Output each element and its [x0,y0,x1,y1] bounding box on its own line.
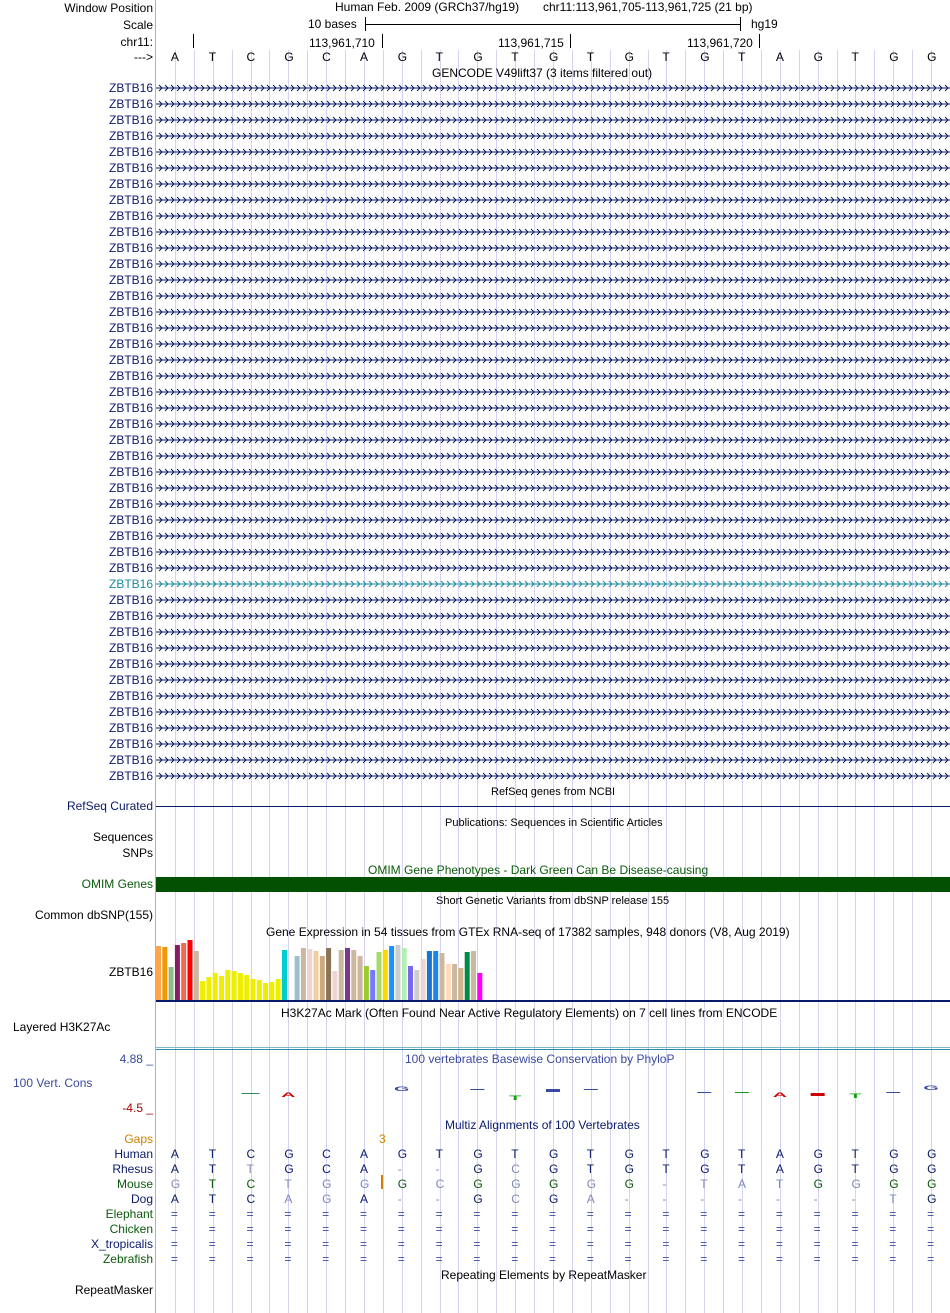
alignment-base: - [775,1192,780,1206]
phylop-ymin-label: -4.5 _ [122,1101,153,1115]
gtex-track-title: Gene Expression in 54 tissues from GTEx RNA-seq of 17382 samples, 948 donors (V8, Aug 2019) [266,925,790,939]
alignment-base: = [927,1207,935,1221]
alignment-base: C [246,1177,256,1191]
alignment-base: A [170,1162,179,1176]
alignment-base: T [738,1162,746,1176]
alignment-base: = [170,1222,178,1236]
window-position-label: Window Position [64,1,153,15]
gencode-transcript-label[interactable]: ZBTB16 [108,177,153,191]
alignment-base: C [246,1147,256,1161]
alignment-base: = [813,1252,821,1266]
alignment-base: = [473,1207,481,1221]
alignment-base: = [359,1252,367,1266]
alignment-base: - [435,1192,440,1206]
gencode-transcript-label[interactable]: ZBTB16 [108,385,153,399]
alignment-base: = [435,1222,443,1236]
gencode-transcript-label[interactable]: ZBTB16 [108,273,153,287]
alignment-base: = [624,1237,632,1251]
alignment-base: G [586,1177,597,1191]
dbsnp-track-title: Short Genetic Variants from dbSNP release 155 [436,895,670,907]
alignment-base: G [549,1147,559,1161]
alignment-base: C [511,1162,520,1176]
alignment-base: C [246,1192,256,1206]
alignment-base: T [586,1147,595,1161]
alignment-base: G [170,1177,181,1191]
alignment-base: = [813,1237,821,1251]
alignment-base: G [813,1177,823,1191]
alignment-base: = [851,1237,859,1251]
gencode-transcript-label[interactable]: ZBTB16 [108,593,153,607]
gencode-transcript-label[interactable]: ZBTB16 [108,305,153,319]
species-label[interactable]: Chicken [109,1222,153,1236]
gencode-transcript-label[interactable]: ZBTB16 [108,721,153,735]
alignment-base: T [889,1192,897,1206]
gencode-transcript-label[interactable]: ZBTB16 [108,657,153,671]
alignment-base: = [322,1237,330,1251]
alignment-base: G [549,1177,559,1191]
base-letter: T [511,50,519,64]
alignment-base: = [775,1207,783,1221]
species-label[interactable]: Mouse [116,1177,153,1191]
repeatmasker-track-title: Repeating Elements by RepeatMasker [441,1268,647,1282]
alignment-base: = [208,1252,216,1266]
base-letter: T [662,50,670,64]
gencode-transcript-label[interactable]: ZBTB16 [108,81,153,95]
alignment-base: T [662,1147,670,1161]
alignment-base: C [322,1147,331,1161]
alignment-base: - [662,1192,667,1206]
alignment-base: G [927,1147,937,1161]
phylop-logo-mark [584,1089,598,1090]
gencode-transcript-label[interactable]: ZBTB16 [108,353,153,367]
alignment-base: = [738,1237,746,1251]
alignment-base: = [586,1252,594,1266]
species-label[interactable]: Human [114,1147,153,1161]
alignment-base: A [775,1162,784,1176]
alignment-base: = [284,1207,292,1221]
alignment-base: = [322,1207,330,1221]
strand-arrow-label: ---> [134,50,153,64]
phylop-logo-letter: T [509,1095,522,1102]
alignment-base: G [700,1147,710,1161]
alignment-base: = [662,1252,670,1266]
alignment-base: = [700,1222,708,1236]
alignment-base: G [473,1147,483,1161]
gencode-transcript-label[interactable]: ZBTB16 [108,129,153,143]
alignment-base: = [813,1222,821,1236]
gencode-transcript-label[interactable]: ZBTB16 [108,737,153,751]
phylop-logo-mark [697,1092,711,1093]
alignment-base: G [889,1162,899,1176]
alignment-base: T [775,1177,784,1191]
alignment-base: G [359,1177,370,1191]
alignment-base: G [813,1162,823,1176]
alignment-base: = [284,1252,292,1266]
alignment-base: T [700,1177,708,1191]
gencode-transcript-label[interactable]: ZBTB16 [108,433,153,447]
alignment-base: - [813,1192,818,1206]
phylop-ymax-label: 4.88 _ [119,1052,153,1066]
alignment-base: = [511,1207,519,1221]
alignment-base: C [511,1192,520,1206]
base-letter: A [359,50,368,64]
alignment-base: = [700,1207,708,1221]
alignment-base: = [549,1252,557,1266]
alignment-base: T [246,1162,254,1176]
scale-label: Scale [122,18,153,32]
alignment-base: = [170,1252,178,1266]
base-letter: A [775,50,784,64]
multiz-track-title: Multiz Alignments of 100 Vertebrates [445,1118,640,1132]
alignment-base: = [738,1252,746,1266]
gencode-transcript-label[interactable]: ZBTB16 [108,97,153,111]
base-letter: G [813,50,823,64]
omim-track-label[interactable]: OMIM Genes [81,877,153,891]
alignment-base: = [775,1252,783,1266]
alignment-base: G [322,1177,332,1191]
phylop-track-title: 100 vertebrates Basewise Conservation by PhyloP [405,1052,675,1066]
phylop-logo-mark [546,1089,560,1092]
phylop-logo-mark [735,1092,749,1093]
alignment-base: = [435,1237,443,1251]
alignment-base: A [170,1192,179,1206]
alignment-base: G [511,1177,521,1191]
gencode-transcript-label[interactable]: ZBTB16 [108,257,153,271]
alignment-base: A [738,1177,747,1191]
species-label[interactable]: Elephant [105,1207,153,1221]
alignment-base: = [662,1222,670,1236]
species-label[interactable]: Dog [130,1192,153,1206]
alignment-base: T [208,1192,217,1206]
alignment-base: = [775,1237,783,1251]
gap-marker [381,1175,383,1189]
alignment-base: A [284,1192,293,1206]
browser-track-area[interactable] [156,0,950,1313]
alignment-base: = [662,1237,670,1251]
alignment-base: = [170,1237,178,1251]
alignment-base: = [851,1207,859,1221]
alignment-base: = [889,1222,897,1236]
phylop-logo-mark [811,1093,825,1096]
alignment-base: = [246,1207,254,1221]
alignment-base: G [889,1147,899,1161]
alignment-base: = [435,1252,443,1266]
alignment-base: T [208,1162,217,1176]
gencode-transcript-label[interactable]: ZBTB16 [108,753,153,767]
gtex-track-label[interactable]: ZBTB16 [108,965,153,979]
alignment-base: = [511,1252,519,1266]
alignment-base: = [246,1222,254,1236]
gencode-transcript-label[interactable]: ZBTB16 [108,241,153,255]
chrom-label: chr11: [120,35,153,49]
gencode-transcript-label[interactable]: ZBTB16 [108,705,153,719]
gencode-transcript-label[interactable]: ZBTB16 [108,289,153,303]
gencode-transcript-label[interactable]: ZBTB16 [108,481,153,495]
alignment-base: A [359,1192,368,1206]
alignment-base: - [435,1162,440,1176]
alignment-base: = [359,1207,367,1221]
alignment-base: A [170,1147,179,1161]
gencode-transcript-label[interactable]: ZBTB16 [108,209,153,223]
alignment-base: G [624,1177,634,1191]
base-letter: G [473,50,483,64]
base-letter: G [549,50,559,64]
base-letter: G [624,50,634,64]
alignment-base: G [851,1177,861,1191]
alignment-base: = [889,1207,897,1221]
alignment-base: G [473,1177,483,1191]
phylop-logo-letter: G [923,1085,939,1092]
base-letter: G [927,50,937,64]
alignment-base: = [700,1252,708,1266]
alignment-base: G [927,1177,937,1191]
gencode-transcript-label[interactable]: ZBTB16 [108,497,153,511]
gencode-transcript-label[interactable]: ZBTB16 [108,321,153,335]
species-label[interactable]: Rhesus [112,1162,153,1176]
alignment-base: = [397,1252,405,1266]
assembly-db-label: hg19 [751,17,778,31]
alignment-base: G [284,1162,294,1176]
base-letter: G [284,50,294,64]
gencode-transcript-label[interactable]: ZBTB16 [108,369,153,383]
ruler-tick-label-2: 113,961,715 [498,36,564,50]
alignment-base: G [549,1192,559,1206]
alignment-base: = [397,1207,405,1221]
alignment-base: = [624,1252,632,1266]
alignment-base: = [775,1222,783,1236]
alignment-base: = [473,1222,481,1236]
alignment-base: T [738,1147,746,1161]
alignment-base: G [927,1162,937,1176]
alignment-base: = [473,1252,481,1266]
alignment-base: T [208,1177,217,1191]
alignment-base: A [359,1162,368,1176]
gencode-transcript-label[interactable]: ZBTB16 [108,145,153,159]
alignment-base: = [435,1207,443,1221]
alignment-base: = [322,1252,330,1266]
alignment-base: = [511,1237,519,1251]
alignment-base: T [851,1162,859,1176]
base-letter: A [170,50,179,64]
base-letter: G [700,50,710,64]
alignment-base: = [208,1222,216,1236]
alignment-base: = [549,1237,557,1251]
alignment-base: = [246,1237,254,1251]
alignment-base: = [586,1222,594,1236]
alignment-base: - [738,1192,743,1206]
refseq-track-title: RefSeq genes from NCBI [491,786,616,798]
base-letter: T [208,50,217,64]
gencode-transcript-label[interactable]: ZBTB16 [108,401,153,415]
alignment-base: = [927,1252,935,1266]
gencode-transcript-label[interactable]: ZBTB16 [108,417,153,431]
gencode-transcript-label[interactable]: ZBTB16 [108,449,153,463]
alignment-base: G [889,1177,899,1191]
repeatmasker-track-label[interactable]: RepeatMasker [74,1283,153,1297]
phylop-logo-mark [470,1089,484,1090]
alignment-base: = [586,1207,594,1221]
alignment-base: - [851,1192,856,1206]
gencode-transcript-label[interactable]: ZBTB16 [108,513,153,527]
phylop-logo-mark [242,1093,260,1094]
alignment-base: T [435,1147,443,1161]
alignment-base: = [851,1252,859,1266]
alignment-base: G [473,1192,483,1206]
alignment-base: - [397,1192,402,1206]
alignment-base: G [624,1162,634,1176]
phylop-logo-letter: A [772,1092,787,1099]
alignment-base: = [851,1222,859,1236]
alignment-base: T [851,1147,859,1161]
alignment-base: = [927,1237,935,1251]
gencode-transcript-label[interactable]: ZBTB16 [108,641,153,655]
alignment-base: = [738,1207,746,1221]
dbsnp-track-label[interactable]: Common dbSNP(155) [34,908,153,922]
alignment-base: = [889,1252,897,1266]
alignment-base: - [662,1177,667,1191]
gencode-transcript-label[interactable]: ZBTB16 [108,529,153,543]
gap-count: 3 [379,1132,386,1146]
gencode-transcript-label[interactable]: ZBTB16 [108,225,153,239]
base-letter: T [738,50,746,64]
gencode-transcript-label[interactable]: ZBTB16 [108,609,153,623]
alignment-base: G [813,1147,823,1161]
alignment-base: = [208,1237,216,1251]
gencode-transcript-label[interactable]: ZBTB16 [108,193,153,207]
gencode-transcript-label[interactable]: ZBTB16 [108,769,153,783]
alignment-base: T [586,1162,595,1176]
alignment-base: = [813,1207,821,1221]
base-letter: T [586,50,595,64]
alignment-base: - [397,1162,402,1176]
publications-track-title: Publications: Sequences in Scientific Articles [445,817,663,829]
phylop-conservation-logo[interactable] [156,0,950,1110]
alignment-base: = [170,1207,178,1221]
alignment-base: = [359,1222,367,1236]
alignment-base: A [359,1147,368,1161]
alignment-base: G [397,1177,408,1191]
gencode-transcript-label[interactable]: ZBTB16 [108,561,153,575]
position-range: chr11:113,961,705-113,961,725 (21 bp) [543,0,753,14]
gencode-transcript-label[interactable]: ZBTB16 [108,689,153,703]
base-letter: G [889,50,899,64]
ruler-tick-label-3: 113,961,720 [687,36,753,50]
base-letter: C [322,50,331,64]
base-letter: C [246,50,256,64]
alignment-base: - [624,1192,629,1206]
alignment-base: T [284,1177,292,1191]
alignment-base: G [549,1162,559,1176]
alignment-base: A [586,1192,595,1206]
alignment-base: = [624,1207,632,1221]
alignment-base: = [397,1222,405,1236]
publications-track-label-line1[interactable]: Sequences [92,830,153,844]
gencode-transcript-label[interactable]: ZBTB16 [108,465,153,479]
gencode-transcript-label[interactable]: ZBTB16 [108,545,153,559]
alignment-base: G [700,1162,710,1176]
gaps-label: Gaps [124,1132,153,1146]
gencode-transcript-label[interactable]: ZBTB16 [108,161,153,175]
alignment-base: A [775,1147,784,1161]
alignment-base: = [662,1207,670,1221]
gencode-transcript-label[interactable]: ZBTB16 [108,625,153,639]
alignment-base: - [700,1192,705,1206]
alignment-base: = [208,1207,216,1221]
h3k27ac-track-title: H3K27Ac Mark (Often Found Near Active Regulatory Elements) on 7 cell lines from ENCODE [281,1006,778,1020]
gencode-transcript-label[interactable]: ZBTB16 [108,113,153,127]
alignment-base: = [322,1222,330,1236]
phylop-logo-letter: G [394,1086,410,1093]
alignment-base: = [738,1222,746,1236]
alignment-base: G [927,1192,937,1206]
alignment-base: = [359,1237,367,1251]
gencode-transcript-label[interactable]: ZBTB16 [108,577,153,591]
phylop-track-label[interactable]: 100 Vert. Cons [13,1076,93,1090]
alignment-base: = [549,1222,557,1236]
base-letter: T [851,50,859,64]
phylop-logo-mark [886,1092,900,1093]
alignment-base: = [624,1222,632,1236]
alignment-base: T [662,1162,670,1176]
alignment-base: = [511,1222,519,1236]
ruler-tick-label-1: 113,961,710 [309,36,375,50]
alignment-base: G [322,1192,332,1206]
alignment-base: T [208,1147,217,1161]
alignment-base: G [473,1162,483,1176]
alignment-base: = [889,1237,897,1251]
species-label[interactable]: Zebrafish [102,1252,153,1266]
gencode-track-title: GENCODE V49lift37 (3 items filtered out) [432,66,653,80]
alignment-base: = [549,1207,557,1221]
alignment-base: C [322,1162,331,1176]
alignment-base: = [927,1222,935,1236]
phylop-logo-letter: T [849,1093,862,1100]
gencode-transcript-label[interactable]: ZBTB16 [108,337,153,351]
gencode-transcript-label[interactable]: ZBTB16 [108,673,153,687]
alignment-base: = [284,1237,292,1251]
species-label[interactable]: X_tropicalis [90,1237,153,1251]
alignment-base: = [246,1252,254,1266]
base-letter: G [397,50,408,64]
alignment-base: G [284,1147,294,1161]
alignment-base: G [624,1147,634,1161]
omim-track-title: OMIM Gene Phenotypes - Dark Green Can Be Disease-causing [368,863,709,877]
alignment-base: = [700,1237,708,1251]
track-labels-panel [0,0,155,1313]
alignment-base: C [435,1177,445,1191]
refseq-track-label[interactable]: RefSeq Curated [66,799,153,813]
alignment-base: T [511,1147,519,1161]
alignment-base: = [284,1222,292,1236]
phylop-logo-letter: A [281,1092,296,1099]
alignment-base: = [397,1237,405,1251]
alignment-base: = [586,1237,594,1251]
h3k27ac-track-label[interactable]: Layered H3K27Ac [13,1020,111,1034]
assembly-title: Human Feb. 2009 (GRCh37/hg19) [335,0,520,14]
alignment-base: G [397,1147,408,1161]
scale-bar-text: 10 bases [308,17,357,31]
publications-track-label-line2[interactable]: SNPs [122,846,153,860]
alignment-base: = [473,1237,481,1251]
base-letter: T [435,50,443,64]
